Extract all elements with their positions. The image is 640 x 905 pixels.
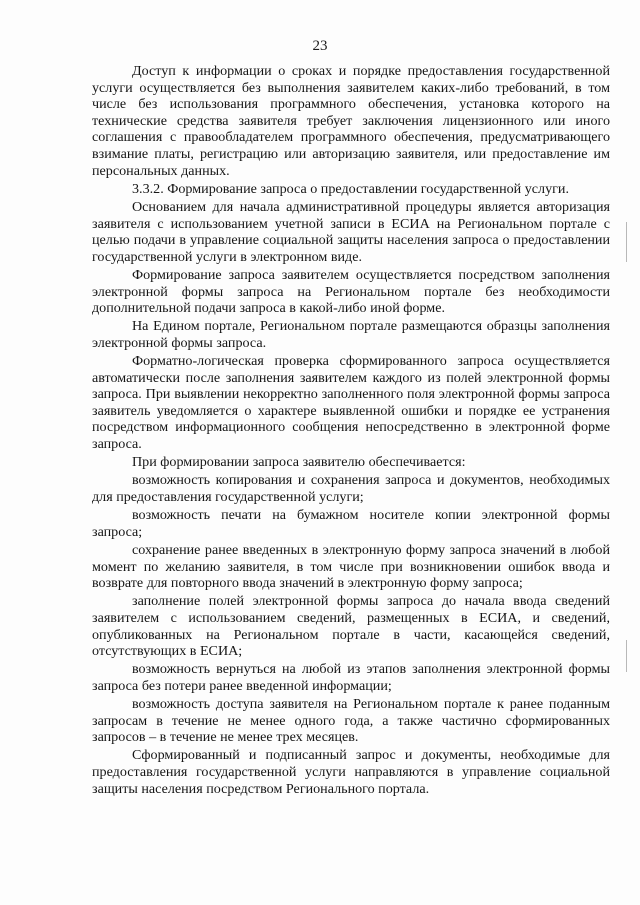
list-item-save-values: сохранение ранее введенных в электронную форму запроса значений в любой момент по желанию заявителя, в том числе при возникновении ошибок ввода и возврате для повторного ввода значений в электронную форму запроса; [92,541,610,592]
document-body [92,63,610,799]
paragraph-basis: Основанием для начала административной процедуры является авторизация заявителя с использованием учетной записи в ЕСИА на Региональном портале с целью подачи в управление социальной защиты населения запроса о предоставлении государственной услуги в электронном виде. [92,198,610,265]
paragraph-validation: Форматно-логическая проверка сформированного запроса осуществляется автоматически после заполнения заявителем каждого из полей электронной формы запроса. При выявлении некорректно заполненного поля электронной формы запроса заявитель уведомляется о характере выявленной ошибки и порядке ее устранения посредством информационного сообщения непосредственно в электронной форме запроса. [92,353,610,453]
paragraph-form-filling: Формирование запроса заявителем осуществляется посредством заполнения электронной формы запроса на Региональном портале без необходимости дополнительной подачи запроса в какой-либо иной форме. [92,266,610,317]
list-item-print: возможность печати на бумажном носителе копии электронной формы запроса; [92,507,610,540]
section-heading-3-3-2: 3.3.2. Формирование запроса о предоставлении государственной услуги. [132,180,569,197]
list-item-copy-save: возможность копирования и сохранения запроса и документов, необходимых для предоставления государственной услуги; [92,472,610,505]
scan-edge-mark [626,640,627,672]
page-number: 23 [312,38,328,54]
list-item-return-step: возможность вернуться на любой из этапов заполнения электронной формы запроса без потери ранее введенной информации; [92,661,610,694]
paragraph-samples: На Едином портале, Региональном портале размещаются образцы заполнения электронной формы запроса. [92,318,610,351]
paragraph-access-info: Доступ к информации о сроках и порядке предоставления государственной услуги осуществляется без выполнения заявителем каких-либо требований, в том числе без использования программного обеспечения, установка которого на технические средства заявителя требует заключения лицензионного или иного соглашения с правообладателем программного обеспечения, предусматривающего взимание платы, регистрацию или авторизацию заявителя, или предоставление им персональных данных. [92,63,610,179]
paragraph-submission: Сформированный и подписанный запрос и документы, необходимые для предоставления государственной услуги направляются в управление социальной защиты населения посредством Регионального портала. [92,747,610,797]
list-item-prefill: заполнение полей электронной формы запроса до начала ввода сведений заявителем с использованием сведений, размещенных в ЕСИА, и сведений, опубликованных на Региональном портале в части, касающейся сведений, отсутствующих в ЕСИА; [92,593,610,660]
paragraph-provided-intro: При формировании запроса заявителю обеспечивается: [132,454,466,471]
list-item-access-history: возможность доступа заявителя на Региональном портале к ранее поданным запросам в течение не менее одного года, а также частично сформированных запросов – в течение не менее трех месяцев. [92,696,610,746]
scan-edge-mark [626,222,627,262]
